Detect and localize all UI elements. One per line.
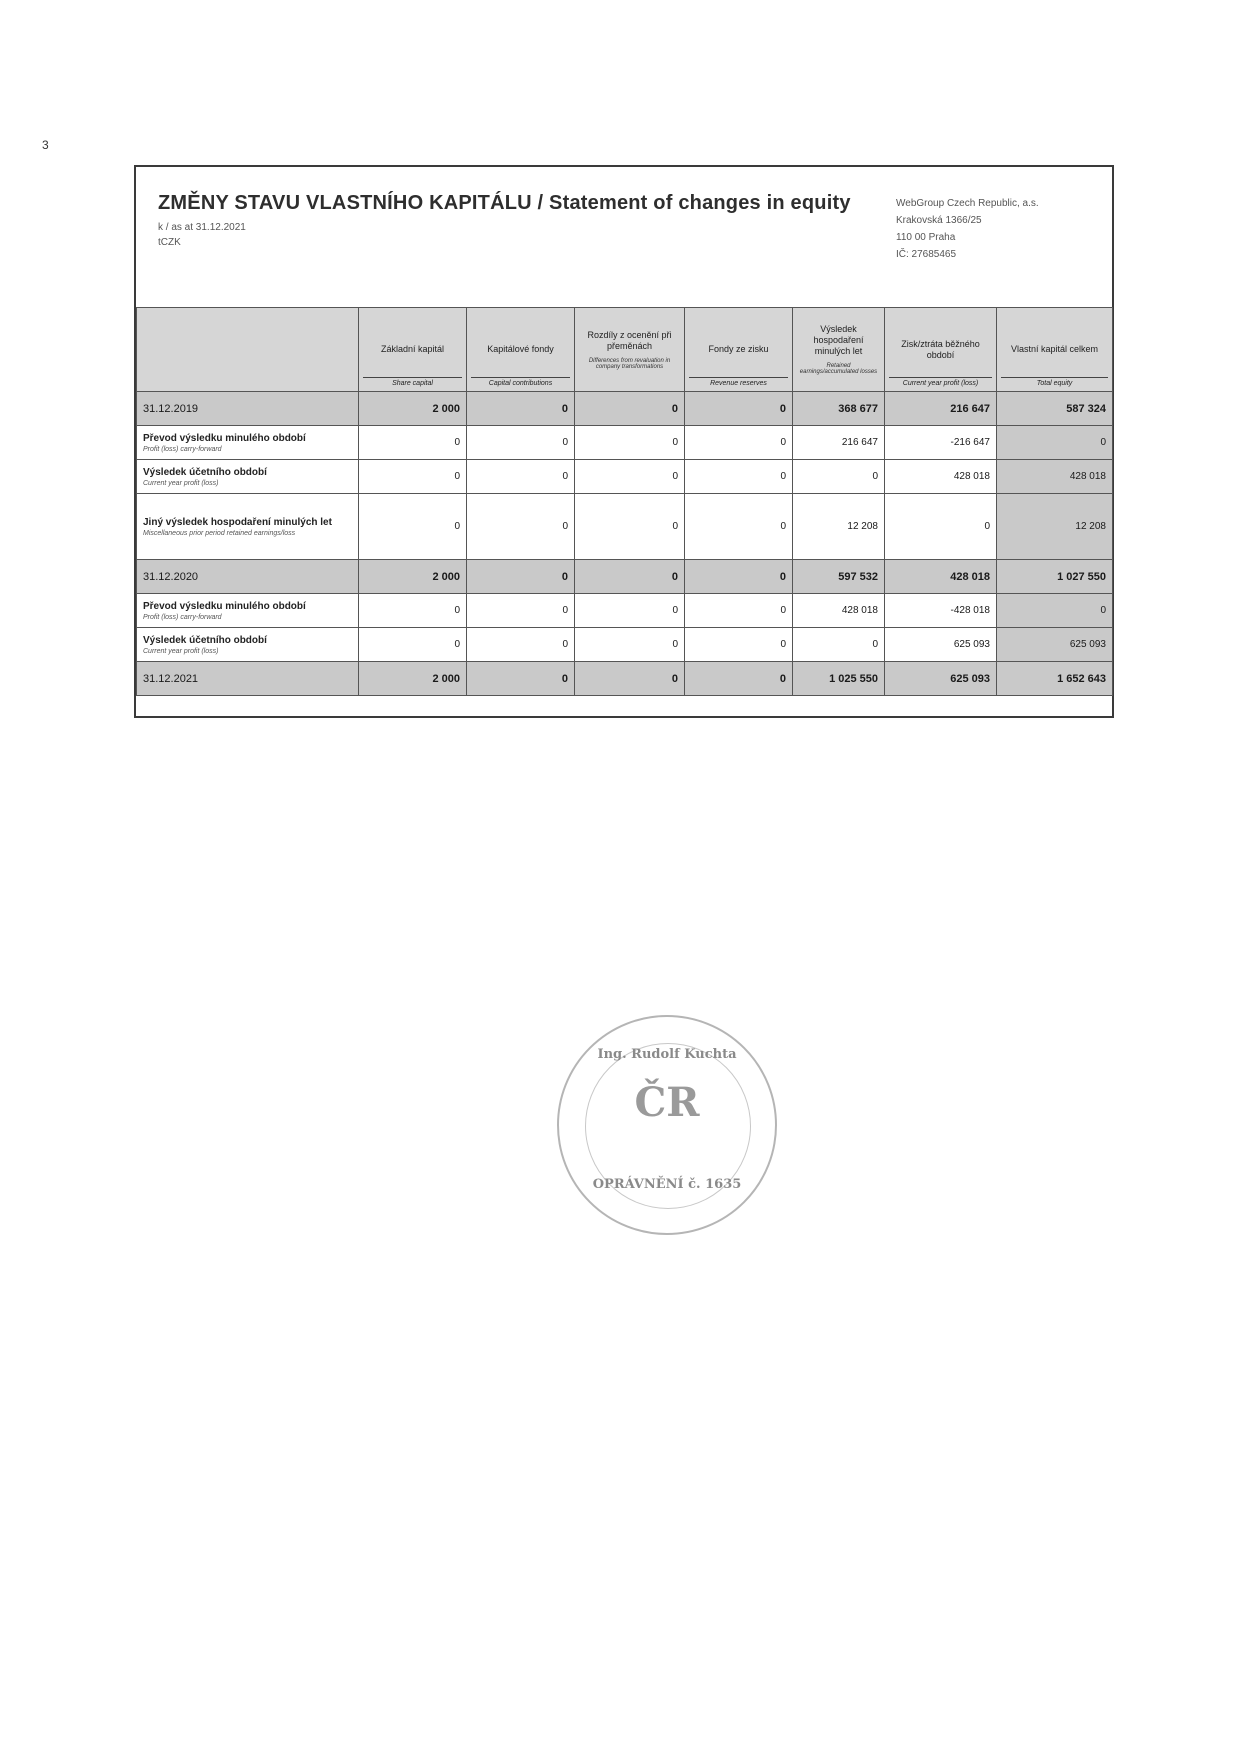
cell-value: 216 647 xyxy=(885,392,997,426)
cell-value: 428 018 xyxy=(885,460,997,494)
statement-subtitle xyxy=(158,220,246,250)
cell-value: 0 xyxy=(575,426,685,460)
company-ico: IČ: 27685465 xyxy=(896,249,957,260)
header-cell-label xyxy=(137,308,359,392)
table-row xyxy=(137,628,1113,662)
cell-value: 0 xyxy=(685,494,793,560)
cell-value: 625 093 xyxy=(885,662,997,696)
cell-value: 0 xyxy=(467,594,575,628)
cell-value: -428 018 xyxy=(885,594,997,628)
cell-value: 0 xyxy=(467,392,575,426)
stamp-top-text: Ing. Rudolf Kuchta xyxy=(597,1047,737,1062)
stamp-bottom-text: OPRÁVNĚNÍ č. 1635 xyxy=(592,1177,742,1192)
table-row xyxy=(137,594,1113,628)
cell-value: 1 025 550 xyxy=(793,662,885,696)
cell-value: 0 xyxy=(793,460,885,494)
cell-value: 0 xyxy=(575,628,685,662)
company-city: 110 00 Praha xyxy=(896,232,956,243)
cell-value: 12 208 xyxy=(793,494,885,560)
cell-value: 0 xyxy=(575,560,685,594)
table-row xyxy=(137,392,1113,426)
cell-value: 428 018 xyxy=(793,594,885,628)
cell-value: 0 xyxy=(685,392,793,426)
header-cell-retained-earnings: Výsledek hospodaření minulých let Retained earnings/accumulated losses xyxy=(793,308,885,392)
cell-value: 368 677 xyxy=(793,392,885,426)
cell-value: 0 xyxy=(467,494,575,560)
cell-value: 0 xyxy=(685,426,793,460)
cell-value: 0 xyxy=(575,460,685,494)
cell-value: 0 xyxy=(467,460,575,494)
cell-value: 216 647 xyxy=(793,426,885,460)
cell-value: 0 xyxy=(685,460,793,494)
table-row xyxy=(137,426,1113,460)
header-cell-revaluation-differences: Rozdíly z ocenění při přeměnách Differences from revaluation in company transformations xyxy=(575,308,685,392)
row-label: Jiný výsledek hospodaření minulých let Miscellaneous prior period retained earnings/loss xyxy=(137,494,359,560)
page-number: 3 xyxy=(42,138,49,152)
header-cell-total-equity: Vlastní kapitál celkem Total equity xyxy=(997,308,1113,392)
cell-value: 0 xyxy=(467,560,575,594)
cell-value: 0 xyxy=(467,662,575,696)
cell-value: 1 027 550 xyxy=(997,560,1113,594)
table-header-row xyxy=(137,308,1113,392)
statement-currency: tCZK xyxy=(158,237,181,248)
cell-value: 0 xyxy=(575,662,685,696)
cell-value: 0 xyxy=(359,426,467,460)
cell-value: 0 xyxy=(997,594,1113,628)
stamp-center-text: ČR xyxy=(634,1079,700,1126)
row-label: 31.12.2020 xyxy=(137,560,359,594)
cell-value: 12 208 xyxy=(997,494,1113,560)
cell-value: 0 xyxy=(359,494,467,560)
cell-value: 1 652 643 xyxy=(997,662,1113,696)
row-label: 31.12.2021 xyxy=(137,662,359,696)
header-cell-current-year-profit: Zisk/ztráta běžného období Current year profit (loss) xyxy=(885,308,997,392)
header-cell-share-capital: Základní kapitál Share capital xyxy=(359,308,467,392)
cell-value: 0 xyxy=(575,392,685,426)
table-row xyxy=(137,662,1113,696)
row-label: Převod výsledku minulého období Profit (loss) carry-forward xyxy=(137,426,359,460)
statement-title: ZMĚNY STAVU VLASTNÍHO KAPITÁLU / Statement of changes in equity xyxy=(158,192,851,214)
cell-value: 625 093 xyxy=(885,628,997,662)
row-label: Výsledek účetního období Current year profit (loss) xyxy=(137,460,359,494)
cell-value: 2 000 xyxy=(359,392,467,426)
statement-header xyxy=(136,167,1112,307)
cell-value: 0 xyxy=(467,628,575,662)
row-label: Výsledek účetního období Current year profit (loss) xyxy=(137,628,359,662)
company-info xyxy=(896,195,1039,263)
header-cell-capital-contributions: Kapitálové fondy Capital contributions xyxy=(467,308,575,392)
cell-value: 0 xyxy=(997,426,1113,460)
auditor-stamp xyxy=(557,1015,777,1235)
cell-value: 0 xyxy=(885,494,997,560)
table-row xyxy=(137,560,1113,594)
row-label: 31.12.2019 xyxy=(137,392,359,426)
cell-value: 587 324 xyxy=(997,392,1113,426)
equity-statement xyxy=(134,165,1114,718)
table-row xyxy=(137,494,1113,560)
cell-value: 428 018 xyxy=(997,460,1113,494)
cell-value: 625 093 xyxy=(997,628,1113,662)
cell-value: 0 xyxy=(685,662,793,696)
company-name: WebGroup Czech Republic, a.s. xyxy=(896,198,1039,209)
cell-value: 0 xyxy=(359,628,467,662)
cell-value: 0 xyxy=(359,594,467,628)
equity-table xyxy=(136,307,1113,696)
statement-date: k / as at 31.12.2021 xyxy=(158,222,246,233)
cell-value: 428 018 xyxy=(885,560,997,594)
cell-value: 0 xyxy=(575,594,685,628)
cell-value: -216 647 xyxy=(885,426,997,460)
cell-value: 0 xyxy=(575,494,685,560)
cell-value: 0 xyxy=(685,628,793,662)
cell-value: 0 xyxy=(685,560,793,594)
company-street: Krakovská 1366/25 xyxy=(896,215,982,226)
cell-value: 0 xyxy=(467,426,575,460)
cell-value: 0 xyxy=(685,594,793,628)
cell-value: 597 532 xyxy=(793,560,885,594)
cell-value: 0 xyxy=(793,628,885,662)
cell-value: 0 xyxy=(359,460,467,494)
header-cell-revenue-reserves: Fondy ze zisku Revenue reserves xyxy=(685,308,793,392)
cell-value: 2 000 xyxy=(359,662,467,696)
table-row xyxy=(137,460,1113,494)
row-label: Převod výsledku minulého období Profit (loss) carry-forward xyxy=(137,594,359,628)
cell-value: 2 000 xyxy=(359,560,467,594)
